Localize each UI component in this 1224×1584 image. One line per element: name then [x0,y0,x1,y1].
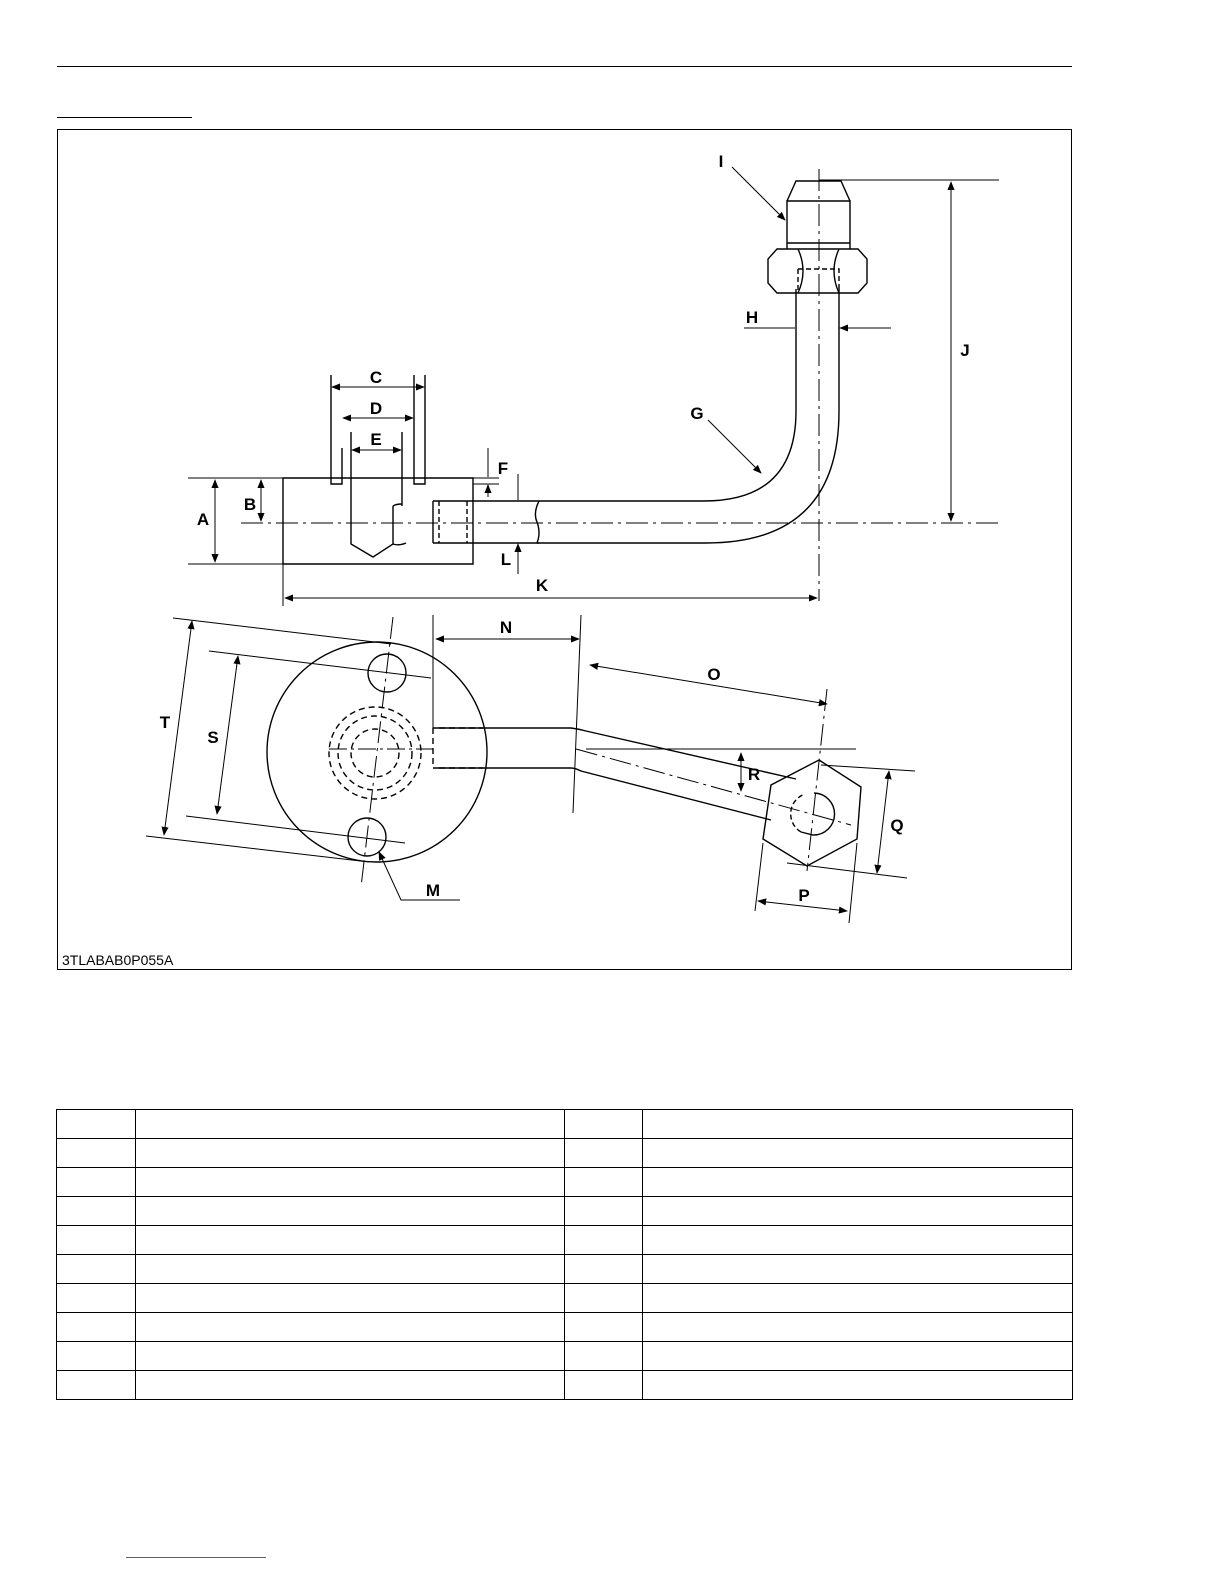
label-D: D [369,399,383,418]
pipe-stub [433,501,539,543]
label-J: J [960,341,970,360]
table-cell [643,1168,1073,1197]
table-cell [565,1371,643,1400]
table-row [57,1197,1073,1226]
table-row [57,1226,1073,1255]
hex-nut [768,249,867,293]
label-N: N [499,618,513,637]
table-cell [136,1342,565,1371]
table-cell [565,1255,643,1284]
spec-table-body [57,1110,1073,1400]
table-cell [57,1168,136,1197]
table-cell [643,1139,1073,1168]
table-cell [57,1255,136,1284]
label-E: E [370,430,382,449]
section-title-rule [57,117,192,118]
table-cell [565,1342,643,1371]
table-cell [565,1168,643,1197]
figure-frame [57,129,1072,970]
table-cell [643,1313,1073,1342]
table-cell [57,1284,136,1313]
table-cell [136,1168,565,1197]
label-I: I [718,152,724,171]
label-A: A [196,510,210,529]
table-cell [565,1313,643,1342]
label-T: T [159,713,171,732]
table-cell [136,1371,565,1400]
label-O: O [707,665,721,684]
table-row [57,1168,1073,1197]
table-cell [57,1139,136,1168]
flange-plate [283,478,473,564]
top-view [146,615,915,923]
footer-link-underline [126,1557,266,1558]
label-H: H [745,308,759,327]
label-G: G [690,404,704,423]
leader-I [732,167,785,220]
inner-bore [351,432,393,557]
label-C: C [369,368,383,387]
label-Q: Q [890,816,904,835]
label-F: F [497,459,509,478]
dim-Q [877,771,889,873]
leader-M [379,852,460,900]
label-B: B [243,495,257,514]
header-rule [57,66,1072,67]
figure-code: 3TLABAB0P055A [62,952,174,968]
table-cell [565,1139,643,1168]
table-cell [136,1226,565,1255]
table-cell [565,1197,643,1226]
table-cell [57,1226,136,1255]
table-cell [57,1313,136,1342]
dim-S [217,656,238,814]
label-M: M [425,881,441,900]
table-cell [643,1371,1073,1400]
pipe-dimension-drawing [58,130,1071,969]
end-hex-nut [763,760,861,866]
label-L: L [500,550,512,569]
label-R: R [747,765,761,784]
label-K: K [535,576,549,595]
table-row [57,1284,1073,1313]
label-S: S [207,728,219,747]
table-cell [57,1371,136,1400]
bolt-slot-right [414,375,425,484]
table-cell [643,1110,1073,1139]
table-cell [136,1313,565,1342]
table-cell [565,1284,643,1313]
spec-table [56,1109,1073,1400]
table-cell [57,1342,136,1371]
table-row [57,1139,1073,1168]
side-view [188,167,999,606]
bolt-slot-left [331,375,342,484]
table-row [57,1371,1073,1400]
pipe-inner [537,289,839,543]
table-cell [136,1255,565,1284]
table-cell [565,1110,643,1139]
table-cell [643,1226,1073,1255]
table-cell [136,1110,565,1139]
table-row [57,1342,1073,1371]
table-cell [643,1197,1073,1226]
table-cell [57,1110,136,1139]
table-cell [136,1197,565,1226]
table-cell [643,1342,1073,1371]
table-cell [57,1197,136,1226]
end-bore [801,793,835,835]
flange-circle [267,642,487,862]
leader-G [708,420,761,473]
table-cell [643,1284,1073,1313]
table-row [57,1255,1073,1284]
table-cell [643,1255,1073,1284]
pipe-break [535,501,539,543]
table-row [57,1313,1073,1342]
table-cell [136,1139,565,1168]
bore-outer-hidden [329,707,421,799]
table-cell [565,1226,643,1255]
table-row [57,1110,1073,1139]
label-P: P [798,886,810,905]
table-cell [136,1284,565,1313]
